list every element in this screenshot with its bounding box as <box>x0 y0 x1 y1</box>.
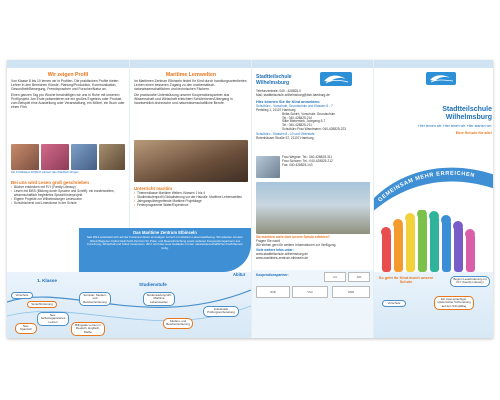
school-logo <box>320 72 352 86</box>
location-1-person: Tel.: 040-428825-210 <box>282 115 313 120</box>
cover-tagline: Hier lernen wir. Hier leben wir. Hier starten wir. <box>418 124 492 128</box>
center-band-text: Seit 2012 entwickelt sich auf der Fussinsel dieser einmaligen Lernort mit direktem Lebensweltbezug. Wir arbeiten mit dem Alfred-Wegener-Institut Helmholtz-Zentrum für Polar- und Meeresforschung sowie weiteren Kooperationspartnern aus Forschung, Wirtschaft und Kultur zusammen. 2017 wird das neue Gebäude mit den naturwissenschaftlichen Fachräumen fertig. <box>86 235 243 250</box>
profile-title: Wir zeigen Profil <box>47 72 89 78</box>
reading-bullet: • Schulbücherei und Leseräume in der Schule <box>11 202 125 206</box>
photo-students-2 <box>41 144 69 170</box>
photo-students-1 <box>11 144 39 170</box>
hands-illustration <box>378 210 490 274</box>
location-1-title: Schulbüro - Vorschule, Grundschule und Klassen 5 - 7 <box>256 103 333 108</box>
reading-bullet: • Bücher entdecken mit FLY (Family Literacy) <box>11 186 125 190</box>
flow-step: Studien- und Berufsorientierung <box>163 318 193 329</box>
flow-step: Vorschule <box>11 292 33 299</box>
photo-students-3 <box>71 144 97 170</box>
web-link-maritime[interactable]: www.maritimes-zentrum-elbinseln.de <box>256 255 309 260</box>
maritime-para-2: Die praxisnahe Unterstützung unserer Kooperationspartner aus Wissenschaft und Wirtschaft erleichtert Schülerinnen/Übergang in handwerklich-technische und naturwissenschaftliche Berufe. <box>134 92 233 106</box>
flow-step: Seminar: Studien- und Berufsorientierung <box>79 292 111 306</box>
reading-bullet: • Eigene Projekte zur Wilhelmsburger Lesewoche <box>11 198 125 202</box>
photo-school-yard <box>256 182 370 234</box>
flow-step: Neu: Spanisch <box>15 323 37 334</box>
cover-logo <box>426 72 456 85</box>
register-title: Hier können Sie Ihr Kind anmelden: <box>256 99 321 104</box>
flow-label-klasse: 1. Klasse <box>37 278 57 283</box>
location-1-person: Tel.: 040-428825-211 <box>282 123 312 128</box>
cover-title-2: Wilhelmsburg <box>445 114 492 121</box>
location-2-title: Schulbüro - Klassen 8 - 10 und Oberstufe <box>256 132 315 137</box>
cover-title: Stadtteilschule <box>442 106 492 113</box>
photo-students-4 <box>99 144 125 170</box>
partner-logo: WEB <box>332 286 370 298</box>
contact-school-name-2: Wilhelmsburg <box>256 80 290 86</box>
contact-phone: Telefonzentrale: 040 - 428825-0 <box>256 89 302 93</box>
panel-header-strip <box>252 60 373 68</box>
panel-cover <box>373 60 493 338</box>
location-2-person: Frau Sichone: Tel.: 040-428825-212 <box>282 158 333 163</box>
maritime-title: Maritime Lernwelten <box>165 72 217 78</box>
web-link-school[interactable]: www.stadtteilschule-wilhelmsburg.de <box>256 251 308 256</box>
panel-header-strip <box>374 60 493 68</box>
reading-bullet: • Lesen mit BiSS (Bildung durch Sprache und Schrift): ein bundesweites, wissenschaftlich begleitetes Sprachförderprojekt <box>11 190 125 198</box>
cover-slogan: Eine Schule für alle! <box>455 130 492 135</box>
cover-bubble: Beginn Leseförderung mit FLY (Family Literacy) <box>450 276 490 287</box>
maritime-para-1: Im Maritimen Zentrum Elbinseln findet Ihr Kind durch handlungsorientiertes Lernen einen besseren Zugang zu den mathematisch-naturwissenschaftlichen und technischen Fächern. <box>134 79 247 92</box>
flyer <box>7 60 493 338</box>
cover-banner-arc <box>374 156 493 216</box>
contact-email[interactable]: Mail: stadtteilschule-wilhelmsburg@bsb.hamburg.de <box>256 92 330 97</box>
flow-step: Sprachförderung <box>27 301 57 308</box>
location-1-person: Silke Biebersiek, Jahrgang 5-7 <box>282 119 326 124</box>
panel-contact <box>251 60 373 338</box>
partners-label: Kooperationspartner: <box>256 273 289 277</box>
maritime-bullet: • Themenklasse Maritime Welten, Klassen 1 bis 4 <box>134 192 248 196</box>
center-band-title: Das Maritime Zentrum Elbinseln <box>133 230 197 235</box>
question-line-3: Wir stehen gern für weitere Informationen zur Verfügung. <box>256 242 337 247</box>
cover-banner-text: GEMEINSAM MEHR ERREICHEN <box>377 170 476 204</box>
reading-bullets <box>11 186 125 206</box>
flow-label-abitur: Abitur <box>233 272 246 277</box>
flow-step: Neu: Selbstorganisiertes Lernen <box>37 312 69 326</box>
wave-logo-icon <box>426 72 456 85</box>
profile-intro: Von Klasse 8 bis 10 lernen wir in Profilen. Die praktischen Profile bieten Lehrer in den Bereichen Künste, Planung/Produktion, Kommunikation, Gesundheit/Bewegung, Fremdsprachen und Forscher/Natur an. <box>11 79 119 92</box>
cover-vorschule-label: Vorschule <box>382 300 406 307</box>
cover-bubble: Ein zwei-sprachiger, spielerischer Vorbereitung auf den Schulalltag <box>434 296 474 310</box>
contact-school-name: Stadtteilschule <box>256 74 292 80</box>
partner-logo: Uni <box>324 272 346 282</box>
flow-step: Individuelle Prüfungsvorbereitung <box>203 306 239 317</box>
photo-boat-workshop <box>134 140 248 182</box>
wave-logo-icon <box>320 72 352 86</box>
web-title: Viele weitere Infos unter: <box>256 247 294 252</box>
question-line-2: Fragen Sie nach! <box>256 238 281 243</box>
location-2-address: Rotenhäuser Straße 67, 21107 Hamburg <box>256 136 314 141</box>
partner-logo: BSB <box>256 286 290 298</box>
location-1-person: Britta Schirrl, Vorschule, Grundschule <box>282 111 335 116</box>
maritime-center-band <box>79 228 251 272</box>
panel-header-strip <box>7 60 129 68</box>
partner-logo: AWI <box>348 272 370 282</box>
photo-building <box>256 156 280 178</box>
hand-icon <box>381 210 475 272</box>
flow-step: Bilinguale Lernen in Deutsch, Englisch, Mathe <box>71 322 105 336</box>
profile-intro-2: Einen ganzen Tag pro Woche beschäftigen wir uns in Ruhe mit unserem Profilprojekt. Am Ende präsentieren wir ein großes Ergebnis oder Produkt, zum Beispiel eine Ausstellung oder Veranstaltung, ein Möbel, ein Buch oder einen Film. <box>11 92 125 110</box>
photo-caption: Die Profilklasse DORFO trainiert das Wahlfach Dirigier <box>11 170 79 174</box>
reading-title: Bei uns wird Lesen groß geschrieben <box>11 180 90 185</box>
maritime-bullet: • Ferienprogramme Water/Experience <box>134 204 248 208</box>
flow-step: Studienstufenprofil: Maritime Lebenswelten <box>143 292 175 306</box>
flow-label-studienstufe: Studienstufe <box>139 282 167 287</box>
panel-header-strip <box>130 60 251 68</box>
question-line: Sie möchten mehr über unsere Schule erfahren? <box>256 235 330 239</box>
partner-logo: VSH <box>292 286 328 298</box>
location-2-person: Frau Wegner: Tel.: 040-428825-311 <box>282 155 333 159</box>
location-2-person: Fax: 040-428825-143 <box>282 162 313 167</box>
maritime-subtitle: Unterricht maritim <box>134 186 173 191</box>
maritime-bullet: • Studienstufenprofil Globalisierung vor der Haustür: Maritime Lebenswelten <box>134 196 248 200</box>
location-1-address: Perlstieg 1, 21107 Hamburg <box>256 107 296 112</box>
cover-start-text: So geht Ihr Kind durch unsere Schule <box>378 276 434 285</box>
location-1-person: Schulbüro Frau Wandmann: 040-428825-223 <box>282 127 347 132</box>
maritime-bullets <box>134 192 248 208</box>
maritime-bullet: • Jahrgangsübergreifende Maritime Projekttage <box>134 200 248 204</box>
